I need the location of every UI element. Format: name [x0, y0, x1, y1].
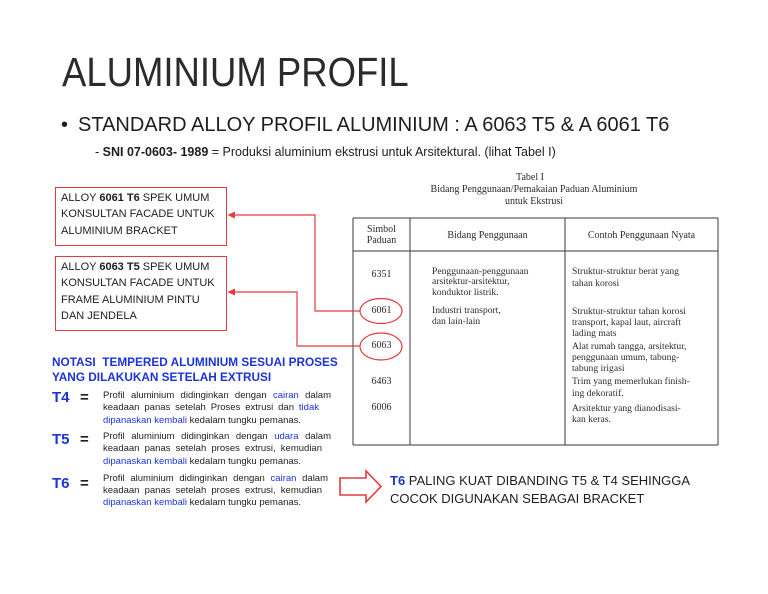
- table-caption: Tabel I: [516, 172, 544, 183]
- table-title: [384, 184, 684, 208]
- callout-line: KONSULTAN FACADE UNTUK: [61, 277, 215, 290]
- line-text: keadaan panas setelah proses extrusi, kemudian: [103, 443, 322, 455]
- cell-line: lading mats: [572, 327, 617, 339]
- notation-heading-line: NOTASI TEMPERED ALUMINIUM SESUAI PROSES: [52, 354, 338, 369]
- cell-line: penggunaan umum, tabung-: [572, 351, 680, 363]
- subpoint-standard: SNI 07-0603- 1989: [102, 145, 209, 159]
- bullet-text: STANDARD ALLOY PROFIL ALUMINIUM : A 6063 T5 & A 6061 T6: [78, 114, 670, 136]
- callout-line: [61, 259, 221, 275]
- table-cell-example: [572, 376, 690, 400]
- conclusion-text-part: PALING KUAT DIBANDING T5 & T4 SEHINGGA: [405, 473, 691, 488]
- header-example: Contoh Penggunaan Nyata: [587, 230, 696, 241]
- line-text: Profil aluminium didinginkan dengan: [103, 473, 271, 484]
- callout-lead: ALLOY: [61, 261, 100, 273]
- description-line: [103, 473, 328, 485]
- table-cell-symbol: 6063: [371, 340, 392, 351]
- conclusion-line: [390, 472, 690, 490]
- slide-title: ALUMINIUM PROFIL: [62, 49, 409, 95]
- conclusion-temper: T6: [390, 473, 406, 488]
- connector-line-6061: [234, 215, 360, 311]
- line-text: Profil aluminium didinginkan dengan: [103, 430, 275, 442]
- callout-line: [61, 190, 221, 206]
- cell-line: Trim yang memerlukan finish-: [572, 376, 690, 387]
- subpoint-prefix: -: [95, 145, 103, 159]
- line-highlight: cairan: [272, 389, 299, 401]
- callout-line: ALUMINIUM BRACKET: [61, 224, 178, 237]
- callout-alloy: 6063 T5: [99, 261, 140, 273]
- line-text: keadaan panas setelah proses extrusi, kemudian: [103, 485, 322, 496]
- cell-line: konduktor listrik.: [432, 286, 499, 298]
- conclusion-text: [390, 472, 690, 508]
- temper-label: T4: [52, 389, 70, 406]
- cell-line: transport, kapal laut, aircraft: [572, 316, 681, 328]
- line-text: Profil aluminium didinginkan dengan: [103, 389, 273, 401]
- line-text: dalam: [298, 389, 331, 401]
- line-highlight: dipanaskan kembali: [103, 414, 187, 426]
- line-highlight: cairan: [270, 473, 297, 484]
- header-symbol: [353, 224, 410, 246]
- cell-line: Penggunaan-penggunaan: [432, 265, 529, 277]
- subpoint-text: = Produksi aluminium ekstrusi untuk Arsitektural. (lihat Tabel I): [208, 145, 556, 159]
- header-use: Bidang Penggunaan: [447, 230, 528, 241]
- cell-line: kan keras.: [572, 413, 611, 425]
- connector-arrow-6061: [228, 212, 361, 312]
- description-line: [103, 415, 331, 428]
- table-cell-symbol: 6006: [371, 402, 392, 413]
- description-line: [103, 431, 331, 444]
- callout-alloy: 6061 T6: [99, 192, 140, 204]
- table-title-line: Bidang Penggunaan/Pemakaian Paduan Aluminium: [430, 184, 638, 195]
- notation-heading: [52, 355, 338, 385]
- temper-label: T6: [52, 475, 70, 492]
- cell-line: Arsitektur yang dianodisasi-: [572, 402, 681, 414]
- table-cell-symbol: 6351: [371, 269, 392, 280]
- connector-line-6063: [234, 292, 360, 346]
- table-cell-use: [432, 267, 528, 299]
- conclusion-line: COCOK DIGUNAKAN SEBAGAI BRACKET: [390, 491, 645, 506]
- temper-label: T5: [52, 431, 70, 448]
- right-block-arrow-icon: [340, 471, 381, 502]
- line-text: dalam: [296, 473, 329, 484]
- description-line: [103, 402, 319, 415]
- table-cell-symbol: 6061: [371, 305, 392, 316]
- line-highlight: tidak: [298, 402, 319, 414]
- callout-box-6061: [55, 187, 227, 246]
- callout-line: DAN JENDELA: [61, 310, 137, 323]
- bullet-icon: •: [61, 114, 69, 136]
- temper-equals: =: [80, 389, 89, 406]
- line-highlight: dipanaskan kembali: [103, 455, 187, 467]
- header-symbol-line: Paduan: [366, 234, 397, 246]
- temper-equals: =: [80, 475, 89, 492]
- arrowhead-icon: [228, 289, 236, 296]
- callout-line: KONSULTAN FACADE UNTUK: [61, 208, 215, 221]
- header-symbol-line: Simbol: [367, 223, 396, 235]
- line-text: dalam: [298, 430, 331, 442]
- callout-tail: SPEK UMUM: [139, 261, 210, 273]
- cell-line: Industri transport,: [432, 304, 501, 316]
- temper-description: [103, 431, 331, 469]
- table-cell-example: [572, 341, 686, 374]
- callout-lead: ALLOY: [61, 192, 100, 204]
- table-cell-use: [432, 305, 501, 327]
- temper-description: [103, 473, 331, 509]
- temper-description: [103, 390, 331, 428]
- cell-line: tabung irigasi: [572, 362, 625, 374]
- temper-equals: =: [80, 431, 89, 448]
- line-text: kedalam tungku pemanas.: [186, 497, 302, 508]
- table-cell-symbol: 6463: [371, 376, 392, 387]
- table-cell-example: [572, 306, 686, 339]
- cell-line: arsitektur-arsitektur,: [432, 276, 510, 288]
- callout-tail: SPEK UMUM: [139, 192, 210, 204]
- line-highlight: udara: [274, 430, 299, 442]
- description-line: [103, 443, 322, 456]
- line-text: kedalam tungku pemanas.: [186, 414, 302, 426]
- table-cell-example: [572, 403, 681, 425]
- description-line: [103, 456, 331, 469]
- description-line: [103, 390, 331, 403]
- subpoint: [95, 144, 556, 160]
- cell-line: Alat rumah tangga, arsitektur,: [572, 340, 687, 352]
- cell-line: Struktur-struktur berat yang: [572, 266, 679, 277]
- callout-box-6063: [55, 256, 227, 331]
- line-text: keadaan panas setelah Proses extrusi dan: [103, 402, 299, 414]
- cell-line: tahan korosi: [572, 278, 620, 289]
- notation-heading-line: YANG DILAKUKAN SETELAH EXTRUSI: [52, 369, 272, 384]
- description-line: [103, 497, 331, 509]
- line-text: kedalam tungku pemanas.: [186, 455, 302, 467]
- connector-arrow-6063: [228, 289, 361, 347]
- callout-line: FRAME ALUMINIUM PINTU: [61, 293, 200, 306]
- cell-line: ing dekoratif.: [572, 388, 624, 399]
- arrowhead-icon: [228, 212, 236, 219]
- table-title-line: untuk Ekstrusi: [504, 196, 564, 207]
- description-line: [103, 485, 322, 497]
- table-cell-example: [572, 266, 679, 290]
- cell-line: dan lain-lain: [432, 315, 481, 327]
- cell-line: Struktur-struktur tahan korosi: [572, 305, 686, 317]
- line-highlight: dipanaskan kembali: [103, 497, 187, 508]
